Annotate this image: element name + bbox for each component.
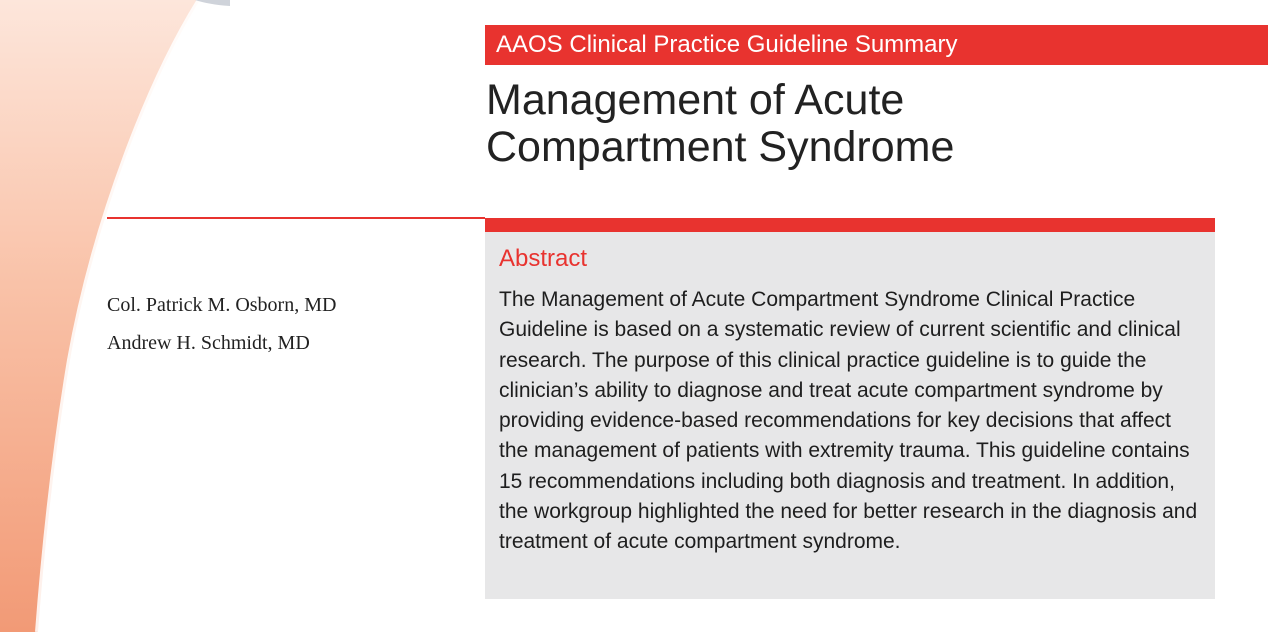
guideline-banner (485, 25, 1268, 65)
author-list (107, 286, 336, 362)
abstract-heading: Abstract (499, 245, 588, 272)
abstract-top-bar (485, 218, 1215, 232)
author-name: Col. Patrick M. Osborn, MD (107, 294, 337, 316)
article-title (486, 77, 1246, 171)
title-line-2: Compartment Syndrome (486, 123, 955, 171)
author-divider (107, 217, 485, 219)
author-name: Andrew H. Schmidt, MD (107, 332, 310, 354)
banner-text: AAOS Clinical Practice Guideline Summary (496, 31, 958, 58)
abstract-body: The Management of Acute Compartment Syndrome Clinical Practice Guideline is based on a systematic review of current scientific and clinical research. The purpose of this clinical practice guideline is to guide the clinician’s ability to diagnose and treat acute compartment syndrome by providing evidence-based recommendations for key decisions that affect the management of patients with extremity trauma. This guideline contains 15 recommendations including both diagnosis and treatment. In addition, the workgroup highlighted the need for better research in the diagnosis and treatment of acute compartment syndrome. (499, 288, 1198, 554)
title-line-1: Management of Acute (486, 76, 905, 124)
abstract-box (485, 232, 1215, 599)
